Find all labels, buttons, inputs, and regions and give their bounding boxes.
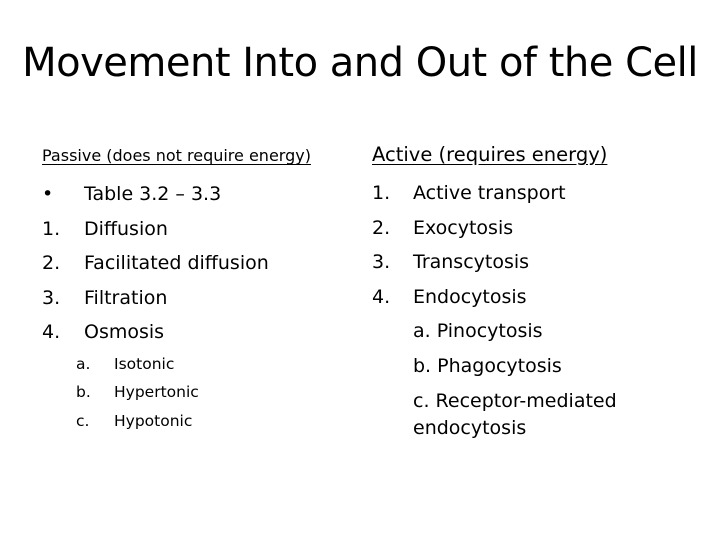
bullet-marker: • <box>42 183 54 205</box>
list-item-text: Transcytosis <box>413 251 530 274</box>
list-number: 1. <box>42 217 61 240</box>
list-item <box>42 246 360 281</box>
list-item-text: Exocytosis <box>413 216 514 239</box>
passive-column <box>42 144 360 435</box>
endocytosis-sublist <box>413 314 672 441</box>
list-item-text: Osmosis <box>84 321 165 344</box>
slide-title: Movement Into and Out of the Cell <box>22 40 698 86</box>
sub-list-text: Isotonic <box>114 354 175 373</box>
list-number: 1. <box>372 182 391 204</box>
list-number: 4. <box>42 321 61 344</box>
sub-list-letter: b. <box>76 383 91 402</box>
list-item-text: Table 3.2 – 3.3 <box>84 183 222 205</box>
list-item <box>42 177 360 212</box>
active-column <box>372 141 672 442</box>
active-list <box>372 176 672 442</box>
sub-list-item: b. Phagocytosis <box>413 354 562 377</box>
sub-list-item <box>76 350 360 379</box>
sub-list-text: Hypertonic <box>114 383 199 402</box>
active-heading: Active (requires energy) <box>372 143 608 166</box>
passive-list <box>42 177 360 435</box>
list-item <box>372 280 672 315</box>
list-number: 2. <box>372 216 391 239</box>
list-item <box>372 211 672 246</box>
sub-list-item <box>76 407 360 436</box>
list-number: 4. <box>372 285 391 308</box>
sub-list-item: c. Receptor-mediated endocytosis <box>413 389 617 439</box>
list-item <box>372 176 672 211</box>
sub-list-text: Hypotonic <box>114 411 193 430</box>
list-item <box>372 245 672 280</box>
sub-list-letter: c. <box>76 411 90 430</box>
list-item-text: Facilitated diffusion <box>84 252 269 275</box>
list-number: 3. <box>42 286 61 309</box>
list-item-text: Endocytosis <box>413 285 527 308</box>
sub-list-item <box>76 378 360 407</box>
list-number: 3. <box>372 251 391 274</box>
list-item-text: Active transport <box>413 182 566 204</box>
sub-list-letter: a. <box>76 354 91 373</box>
list-item-text: Filtration <box>84 286 168 309</box>
passive-heading: Passive (does not require energy) <box>42 146 311 165</box>
list-item <box>42 212 360 247</box>
sub-list-item: a. Pinocytosis <box>413 320 543 343</box>
list-item <box>42 281 360 316</box>
osmosis-sublist <box>76 350 360 436</box>
list-item <box>42 315 360 350</box>
list-number: 2. <box>42 252 61 275</box>
list-item-text: Diffusion <box>84 217 168 240</box>
